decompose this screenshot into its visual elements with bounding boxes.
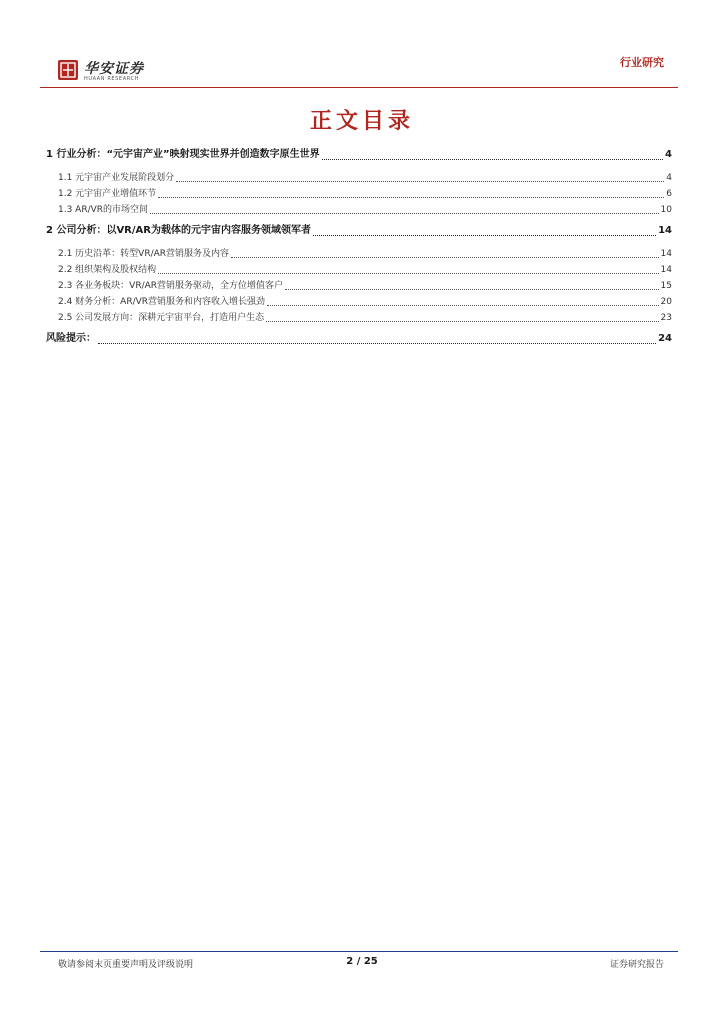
- footer-disclaimer: 敬请参阅末页重要声明及评级说明: [58, 960, 194, 970]
- toc-subsection-link[interactable]: [46, 295, 672, 309]
- toc-dot-leader: [158, 196, 664, 198]
- toc-entry-page: 23: [660, 313, 672, 323]
- page-header: [0, 0, 724, 90]
- toc-entry-label: 2.3 各业务板块：VR/AR营销服务驱动，全方位增值客户: [58, 281, 284, 291]
- page-number: 2 / 25: [346, 956, 378, 967]
- toc-entry-page: 20: [660, 297, 672, 307]
- toc-dot-leader: [231, 256, 659, 258]
- toc-entry-label: 2.2 组织架构及股权结构: [58, 265, 157, 275]
- toc-dot-leader: [98, 342, 656, 344]
- toc-entry-page: 24: [658, 333, 672, 344]
- header-divider: [40, 87, 678, 88]
- footer-doc-type: 证券研究报告: [609, 960, 664, 970]
- footer-divider: [40, 951, 678, 952]
- toc-entry-label: 风险提示：: [46, 333, 96, 344]
- table-of-contents: [46, 147, 672, 355]
- huaan-logo-icon: [58, 60, 78, 80]
- report-type-label: 行业研究: [620, 56, 664, 69]
- toc-entry-label: 2.5 公司发展方向：深耕元宇宙平台，打造用户生态: [58, 313, 265, 323]
- toc-dot-leader: [158, 272, 658, 274]
- toc-entry-page: 10: [660, 205, 672, 215]
- logo-text: 华安证券: [84, 61, 144, 77]
- toc-entry-label: 1.1 元宇宙产业发展阶段划分: [58, 173, 175, 183]
- toc-entry-page: 14: [660, 249, 672, 259]
- toc-subsection-link[interactable]: [46, 171, 672, 185]
- toc-entry-label: 2 公司分析：以VR/AR为载体的元宇宙内容服务领域领军者: [46, 225, 311, 236]
- toc-dot-leader: [285, 288, 659, 290]
- toc-dot-leader: [150, 212, 659, 214]
- toc-entry-label: 2.4 财务分析：AR/VR营销服务和内容收入增长强劲: [58, 297, 266, 307]
- toc-section-link[interactable]: [46, 331, 672, 347]
- toc-entry-label: 2.1 历史沿革：转型VR/AR营销服务及内容: [58, 249, 230, 259]
- toc-entry-page: 14: [658, 225, 672, 236]
- logo-subtext: HUAAN RESEARCH: [84, 76, 139, 82]
- toc-entry-page: 6: [666, 189, 672, 199]
- toc-subsection-link[interactable]: [46, 187, 672, 201]
- toc-subsection-link[interactable]: [46, 203, 672, 217]
- toc-entry-page: 4: [665, 149, 672, 160]
- toc-entry-page: 15: [660, 281, 672, 291]
- toc-dot-leader: [266, 320, 658, 322]
- toc-section-link[interactable]: [46, 223, 672, 239]
- toc-entry-label: 1.2 元宇宙产业增值环节: [58, 189, 157, 199]
- toc-entry-label: 1.3 AR/VR的市场空间: [58, 205, 149, 215]
- toc-subsection-link[interactable]: [46, 263, 672, 277]
- toc-section-link[interactable]: [46, 147, 672, 163]
- toc-heading: 正文目录: [309, 108, 414, 134]
- toc-subsection-link[interactable]: [46, 279, 672, 293]
- toc-entry-label: 1 行业分析：“元宇宙产业”映射现实世界并创造数字原生世界: [46, 149, 320, 160]
- toc-dot-leader: [313, 234, 656, 236]
- toc-entry-page: 4: [666, 173, 672, 183]
- toc-entry-page: 14: [660, 265, 672, 275]
- toc-subsection-link[interactable]: [46, 247, 672, 261]
- toc-dot-leader: [176, 180, 664, 182]
- toc-dot-leader: [267, 304, 659, 306]
- toc-subsection-link[interactable]: [46, 311, 672, 325]
- toc-dot-leader: [322, 158, 663, 160]
